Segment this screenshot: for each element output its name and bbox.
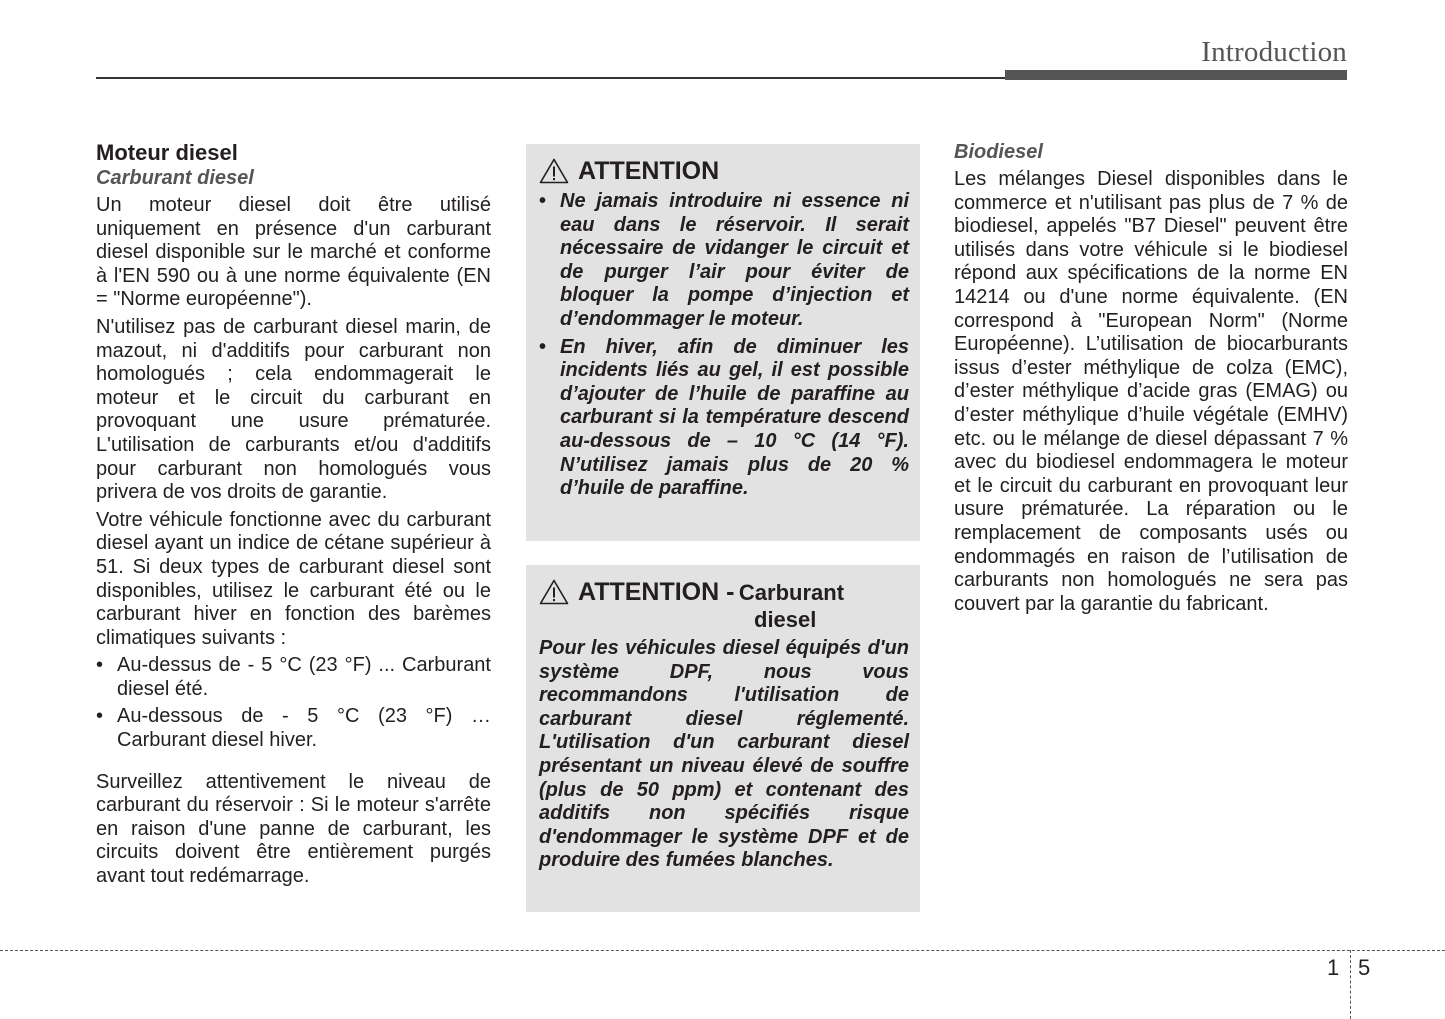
bullet-list [96,654,491,752]
paragraph: Votre véhicule fonctionne avec du carburant diesel ayant un indice de cétane supérieur à 51. Si deux types de carburant diesel sont disponibles, utilisez le carburant été ou le carburant hiver en fonction des barèmes climatiques suivants : [96,508,491,649]
list-item: • Au-dessous de - 5 °C (23 °F) … Carburant diesel hiver. [96,705,491,752]
warning-triangle-icon [539,579,569,605]
warning-label: ATTENTION - [578,578,735,606]
warning-box-diesel [526,565,920,912]
warning-label: ATTENTION [578,157,720,185]
warning-item: • Ne jamais introduire ni essence ni eau dans le réservoir. Il serait nécessaire de vidanger le circuit et de purger l’air pour éviter de bloquer la pompe d’injection et d’endommager le moteur. [539,190,909,332]
warning-heading [578,577,844,633]
column-left [96,140,491,889]
footer-rule [0,950,1445,951]
warning-subtitle-line2: diesel [754,607,817,632]
warning-list [539,190,909,501]
warning-body: Pour les véhicules diesel équipés d'un système DPF, nous vous recommandons l'utilisation de carburant diesel réglementé. L'utilisation d'un carburant diesel présentant un niveau élevé de souffre (plus de 50 ppm) et contenant des additifs non spécifiés risque d'endommager le système DPF et de produire des fumées blanches. [539,637,909,872]
section-subheading: Carburant diesel [96,167,254,189]
page-number-divider [1350,950,1351,1019]
list-item: • Au-dessus de - 5 °C (23 °F) ... Carburant diesel été. [96,654,491,701]
page-header-title: Introduction [1201,36,1347,68]
paragraph: N'utilisez pas de carburant diesel marin, de mazout, ni d'additifs pour carburant non homologués ; cela endommagerait le moteur et le circuit du carburant en provoquant une usure prématurée. L'utilisation de carburants et/ou d'additifs pour carburant non homologués vous privera de vos droits de garantie. [96,315,491,504]
paragraph: Surveillez attentivement le niveau de carburant du réservoir : Si le moteur s'arrête en raison d'une panne de carburant, les circuits doivent être entièrement purgés avant tout redémarrage. [96,770,491,888]
warning-title [539,577,909,633]
warning-subtitle: Carburant [738,580,845,605]
section-subheading: Biodiesel [954,141,1043,163]
warning-item: • En hiver, afin de diminuer les incidents liés au gel, il est possible d’ajouter de l’huile de paraffine au carburant si la température descend au-dessous de – 10 °C (14 °F). N’utilisez jamais plus de 20 % d’huile de paraffine. [539,336,909,501]
warning-triangle-icon [539,158,569,184]
page-number: 5 [1358,955,1371,980]
header-rule-thick [1005,70,1347,80]
warning-title [539,156,909,186]
paragraph: Un moteur diesel doit être utilisé uniquement en présence d'un carburant diesel disponible sur le marché et conforme à l'EN 590 ou à une norme équivalente (EN = "Norme européenne"). [96,194,491,311]
section-heading: Moteur diesel [96,140,238,165]
paragraph: Les mélanges Diesel disponibles dans le commerce et n'utilisant pas plus de 7 % de biodiesel, appelés "B7 Diesel" peuvent être utilisés dans votre véhicule si le biodiesel répond aux spécifications de la norme EN 14214 ou d'une norme équivalente. (EN correspond à "European Norm" (Norme Européenne). L’utilisation de biocarburants issus d’ester méthylique de colza (EMC), d’ester méthylique d’acide gras (EMAG) ou d’ester méthylique d’huile végétale (EMHV) etc. ou le mélange de diesel dépassant 7 % avec du biodiesel endommagera le moteur et le circuit du carburant en provoquant leur usure prématurée. La réparation ou le remplacement de composants usés ou endommagés en raison de l’utilisation de carburants non homologués ne sera pas couvert par la garantie du fabricant. [954,168,1348,615]
header-rule [96,77,1006,79]
warning-box [526,144,920,541]
column-right [954,140,1348,616]
chapter-number: 1 [1327,955,1340,980]
